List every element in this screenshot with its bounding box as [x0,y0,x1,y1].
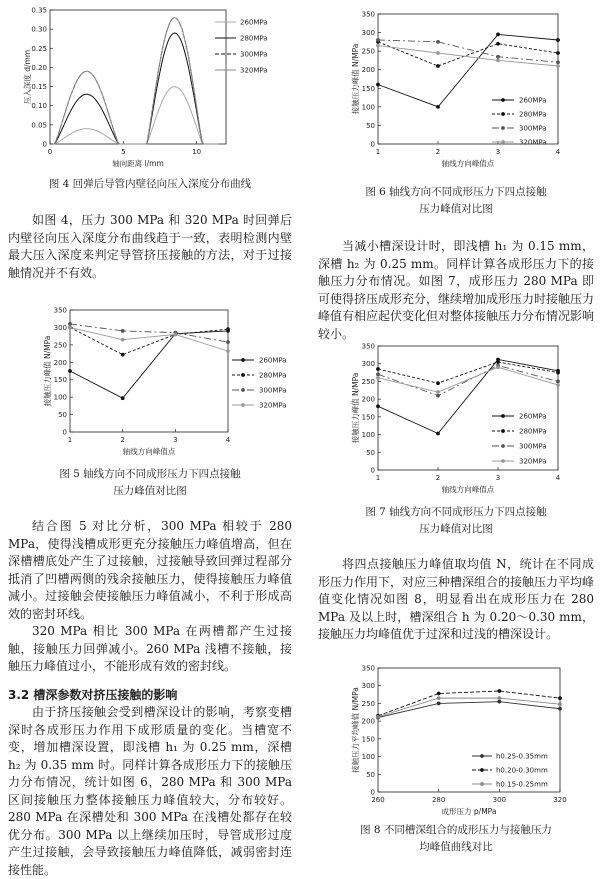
legend-marker [501,126,505,130]
caption-line-1: 图 7 轴线方向不同成形压力下四点接触 [365,506,547,518]
x-tick-label: 3 [495,474,501,482]
y-axis-label: 接触压力峰值 N/MPa [43,335,52,407]
y-tick-label: 150 [53,376,67,385]
x-axis-label: 轴线方向峰值点 [441,159,495,168]
y-tick-label: 300 [53,323,67,332]
x-tick-label: 300 [492,796,507,804]
data-point [436,40,440,44]
y-axis-label: 接触压力峰值 N/MPa [351,43,360,115]
y-tick-label: 100 [361,103,375,112]
legend-label: 280MPa [259,371,287,380]
x-tick-label: 0 [47,148,53,156]
figure-6-caption [318,184,594,218]
x-tick-label: 1 [67,436,73,444]
y-tick-label: 300 [361,29,375,38]
y-tick-label: 50 [366,770,375,779]
data-point [226,340,230,344]
legend-label: 260MPa [259,356,287,365]
caption-line-2: 均峰值曲线对比 [419,841,493,853]
x-tick-label: 4 [225,436,231,444]
series-line [70,331,228,398]
data-point [173,333,177,337]
y-tick-label: 200 [361,395,375,404]
data-point [376,376,380,380]
figure-6-chart [318,4,594,180]
data-point [436,432,440,436]
data-point [497,696,501,700]
data-point [556,51,560,55]
series-line [378,359,558,433]
legend-marker [480,754,484,758]
x-tick-label: 2 [435,474,441,482]
data-point [558,696,562,700]
data-point [68,369,72,373]
data-point [437,692,441,696]
y-tick-label: 200 [361,66,375,75]
x-tick-label: 2 [120,436,125,444]
data-point [556,60,560,64]
y-tick-label: 250 [361,699,375,708]
data-point [68,322,72,326]
data-point [436,105,440,109]
legend-marker [241,388,245,392]
x-tick-label: 260 [371,796,385,804]
y-tick-label: 0 [370,466,375,475]
x-tick-label: 10 [192,148,202,156]
legend-marker [501,429,505,433]
data-point [226,327,230,331]
y-tick-label: 0 [370,140,375,149]
paragraph-text: 320 MPa 相比 300 MPa 在两槽都产生过接触，接触压力回弹减小。260 MPa 浅槽不接触，接触压力峰值过小，不能形成有效的密封线。 [8,624,292,673]
data-point [68,326,72,330]
legend-label: 260MPa [240,18,268,27]
y-axis-label: 接触压力峰值 N/MPa [351,372,360,444]
data-point [496,42,500,46]
plot-frame [378,346,558,470]
series-line [378,367,558,392]
data-point [121,338,125,342]
series-line [378,40,558,62]
y-tick-label: 0.20 [31,63,47,72]
y-tick-label: 350 [53,306,67,315]
legend-marker [480,768,484,772]
data-point [496,365,500,369]
y-tick-label: 150 [361,735,375,744]
data-point [496,33,500,37]
figure-4-chart [8,4,292,172]
data-point [376,44,380,48]
y-tick-label: 100 [361,431,375,440]
x-axis-label: 轴线方向峰值点 [441,485,495,494]
caption-line-1: 图 5 轴线方向不同成形压力下四点接触 [59,468,241,480]
y-tick-label: 100 [53,393,67,402]
legend-label: 280MPa [240,34,268,43]
paragraph-right-1 [318,238,594,343]
figure-7-caption [318,504,594,538]
y-tick-label: 0.05 [31,121,47,130]
y-tick-label: 0.10 [31,102,47,111]
caption-line-1: 图 6 轴线方向不同成形压力下四点接触 [365,186,547,198]
data-point [558,707,562,711]
paragraph-left-2 [8,518,292,676]
figure-5-chart [8,302,292,464]
caption-line-1: 图 8 不同槽深组合的成形压力与接触压力 [360,824,552,836]
paragraph-text: 由于挤压接触会受到槽深设计的影响，考察变槽深时各成形压力作用下成形质量的变化。当槽宽不变，增加槽深设置，即浅槽 h₁ 为 0.25 mm，深槽 h₂ 为 0.35 mm 时。同样计算各成形压力下的接触压力分布情况，统计如图 6，280 MPa 和 300 MPa 区间接触压力整体接触压力峰值较大，分布较好。280 MPa 在深槽处和 300 MPa 在浅槽处都存在较优分布。300 MPa 以上继续加压时，导管成形过度产生过接触，会导致接触压力峰值降低，减弱密封连接性能。 [8,705,292,877]
y-tick-label: 0.30 [31,25,47,34]
data-point [376,372,380,376]
y-tick-label: 0.25 [31,44,47,53]
y-tick-label: 100 [361,753,375,762]
y-tick-label: 350 [361,342,375,351]
legend-label: 320MPa [259,401,287,410]
y-tick-label: 50 [366,121,375,130]
data-point [436,64,440,68]
data-point [496,360,500,364]
y-tick-label: 250 [53,341,67,350]
data-point [376,715,380,719]
y-tick-label: 300 [361,682,375,691]
paragraph-left-3 [8,704,292,879]
series-curve [53,18,219,144]
data-point [436,390,440,394]
legend-marker [501,140,505,144]
caption-line-2: 压力峰值对比图 [113,485,187,497]
x-tick-label: 280 [431,796,446,804]
y-tick-label: 350 [361,10,375,19]
data-point [436,394,440,398]
figure-7-chart [318,338,594,500]
legend-label: 320MPa [519,457,547,466]
data-point [556,371,560,375]
y-tick-label: 350 [361,664,375,673]
x-tick-label: 3 [495,148,501,156]
legend-marker [480,782,484,786]
y-tick-label: 250 [361,47,375,56]
y-axis-label: 接触压力平均峰值 N/MPa [351,687,360,773]
legend-label: 320MPa [240,66,268,75]
data-point [556,383,560,387]
data-point [496,55,500,59]
caption-line-2: 压力峰值对比图 [419,523,493,535]
legend-label: 260MPa [519,412,547,421]
legend-label: 260MPa [519,96,547,105]
y-tick-label: 0 [62,428,67,437]
y-tick-label: 0.35 [31,6,47,15]
legend-marker [501,112,505,116]
x-tick-label: 3 [173,436,178,444]
legend-label: 300MPa [259,386,287,395]
series-curve [53,18,219,144]
data-point [226,349,230,353]
data-point [497,700,501,704]
y-tick-label: 0 [42,140,47,149]
y-tick-label: 200 [53,358,67,367]
paragraph-text: 当减小槽深设计时，即浅槽 h₁ 为 0.15 mm，深槽 h₂ 为 0.25 mm。同样计算各成形压力下的接触压力分布情况。如图 7，成形压力 280 MPa 即可使得挤压成形充分，继续增加成形压力时接触压力峰值有相应起伏变化但对整体接触压力分布情况影响较小。 [318,239,595,341]
y-tick-label: 250 [361,377,375,386]
x-axis-label: 成形压力 p/MPa [441,807,497,816]
y-tick-label: 150 [361,84,375,93]
y-tick-label: 300 [361,360,375,369]
caption-line-2: 压力峰值对比图 [419,203,493,215]
y-tick-label: 0.15 [31,83,47,92]
legend-label: 280MPa [519,427,547,436]
data-point [376,404,380,408]
y-tick-label: 50 [58,411,67,420]
y-axis-label: 压入深度 d/mm [23,49,32,105]
data-point [437,702,441,706]
figure-8-chart [318,660,594,820]
data-point [376,38,380,42]
series-line [378,365,558,395]
legend-label: 300MPa [240,50,268,59]
paragraph-text: 将四点接触压力峰值取均值 N，统计在不同成形压力作用下，对应三种槽深组合的接触压力平均峰值变化情况如图 8，明显看出在成形压力在 280 MPa 及以上时，槽深组合 h 为 0.20～0.30 mm，接触压力均峰值优于过深和过浅的槽深设计。 [318,557,595,641]
data-point [376,83,380,87]
legend-marker [241,403,245,407]
data-point [121,396,125,400]
x-axis-label: 轴向距离 l/mm [112,159,164,168]
figure-4-caption: 图 4 回弹后导管内壁径向压入深度分布曲线 [48,178,252,190]
legend-label: h0.25-0.35mm [496,752,548,761]
data-point [496,59,500,63]
series-line [378,698,560,717]
data-point [376,367,380,371]
paragraph-text: 结合图 5 对比分析，300 MPa 相较于 280 MPa，使得浅槽成形更充分接触压力峰值增高，但在深槽槽底处产生了过接触，过接触导致回弹过程部分抵消了凹槽两侧的残余接触压力，使得接触压力峰值减小。过接触会使接触压力峰值减小，不利于形成高效的密封环线。 [8,519,292,621]
legend-label: h0.20-0.30mm [496,766,548,775]
data-point [497,689,501,693]
legend-label: 320MPa [519,138,547,147]
data-point [558,702,562,706]
legend-marker [501,459,505,463]
paragraph-text: 如图 4，压力 300 MPa 和 320 MPa 时回弹后内壁径向压入深度分布曲线趋于一致，表明检测内壁最大压入深度来判定导管挤压接触的方法，对于过接触情况并不有效。 [8,213,292,280]
legend-label: 300MPa [519,442,547,451]
legend-label: 280MPa [519,110,547,119]
x-tick-label: 320 [553,796,567,804]
x-tick-label: 4 [555,474,561,482]
series-line [378,691,560,716]
paragraph-left-1 [8,212,292,282]
y-tick-label: 0 [370,788,375,797]
legend-label: 300MPa [519,124,547,133]
x-tick-label: 1 [375,148,381,156]
data-point [556,38,560,42]
x-tick-label: 5 [121,148,126,156]
series-line [378,702,560,718]
x-axis-label: 轴线方向峰值点 [122,447,176,456]
legend-marker [501,414,505,418]
legend-marker [241,373,245,377]
legend-marker [501,444,505,448]
legend-label: h0.15-0.25mm [496,780,548,789]
section-heading: 3.2 槽深参数对挤压接触的影响 [8,688,178,702]
x-tick-label: 4 [555,148,561,156]
plot-frame [70,310,228,432]
data-point [437,696,441,700]
data-point [556,64,560,68]
data-point [556,380,560,384]
legend-marker [241,358,245,362]
x-tick-label: 1 [375,474,381,482]
x-tick-label: 2 [435,148,441,156]
data-point [436,381,440,385]
y-tick-label: 200 [361,717,375,726]
y-tick-label: 50 [366,448,375,457]
figure-8-caption [318,822,594,856]
figure-5-caption [8,466,292,500]
data-point [121,353,125,357]
series-line [378,42,558,66]
data-point [436,51,440,55]
paragraph-right-2 [318,556,594,644]
legend-marker [501,98,505,102]
data-point [121,329,125,333]
y-tick-label: 150 [361,413,375,422]
